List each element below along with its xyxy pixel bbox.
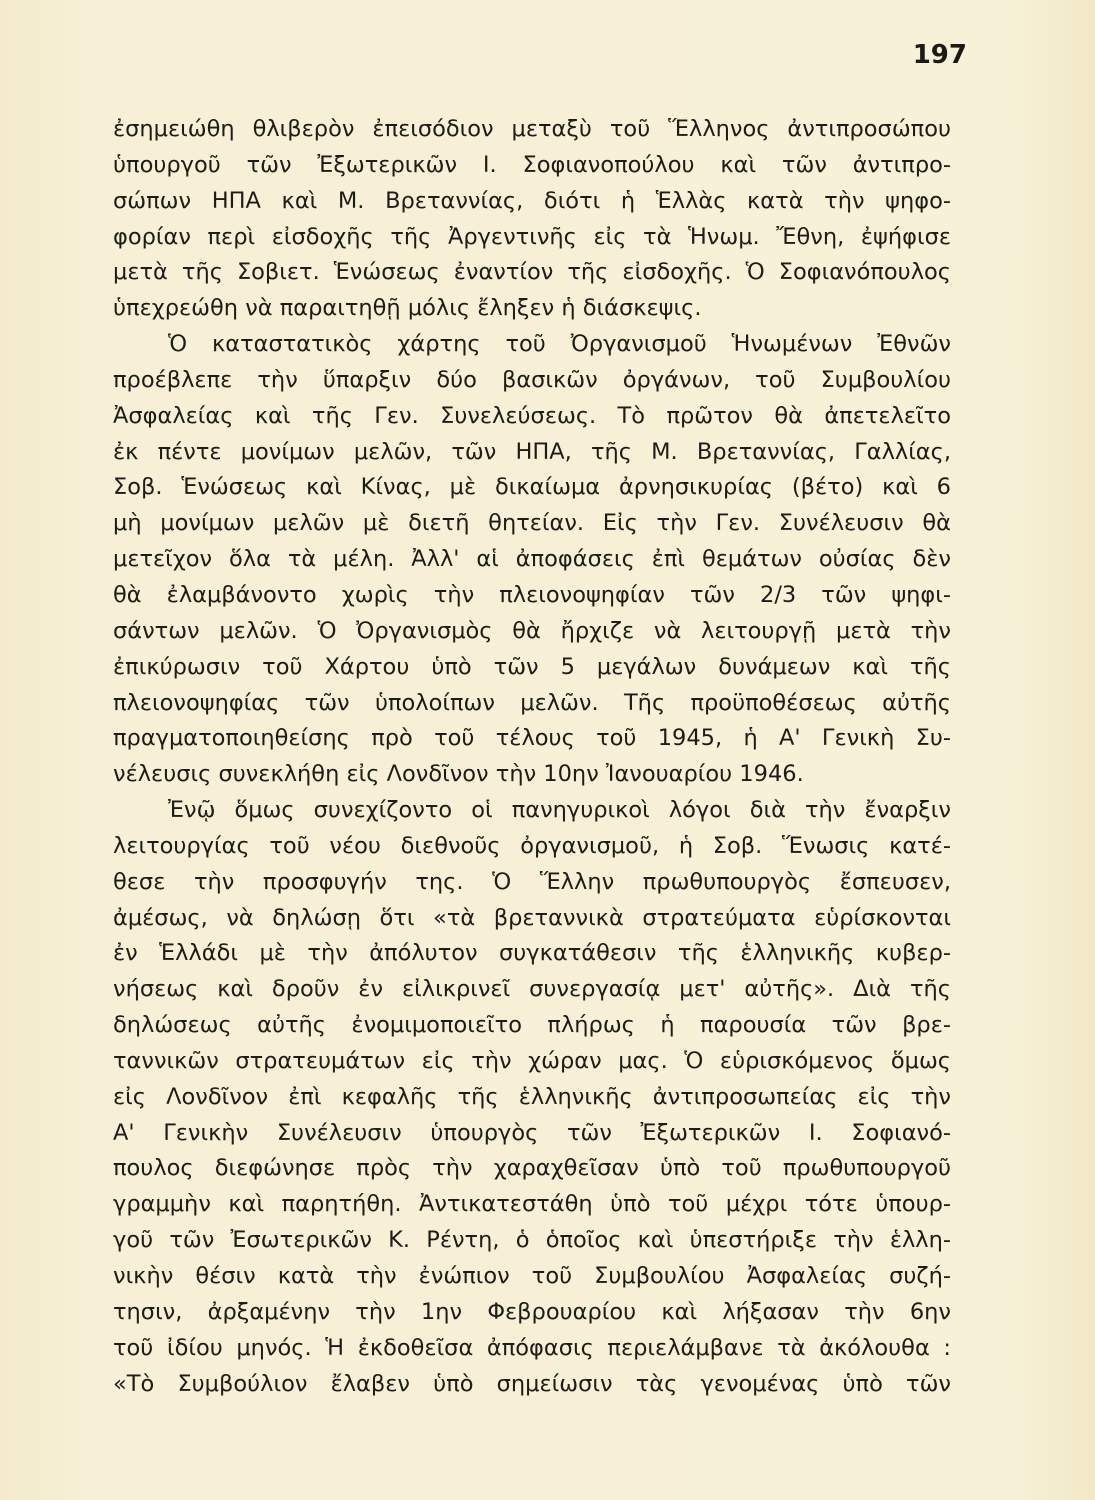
text-line: γοῦ τῶν Ἐσωτερικῶν Κ. Ρέντη, ὁ ὁποῖος καὶ ὑπεστήριξε τὴν ἑλλη- (113, 1227, 951, 1254)
body-text (113, 112, 951, 1402)
paragraph-start-line: Ὁ καταστατικὸς χάρτης τοῦ Ὀργανισμοῦ Ἡνωμένων Ἐθνῶν (168, 331, 951, 358)
text-line: μὴ μονίμων μελῶν μὲ διετῆ θητείαν. Εἰς τὴν Γεν. Συνέλευσιν θὰ (113, 510, 951, 537)
text-line: νικὴν θέσιν κατὰ τὴν ἐνώπιον τοῦ Συμβουλίου Ἀσφαλείας συζή- (113, 1263, 951, 1289)
text-line: ὑπεχρεώθη νὰ παραιτηθῇ μόλις ἔληξεν ἡ διάσκεψις. (113, 295, 702, 322)
text-line: προέβλεπε τὴν ὕπαρξιν δύο βασικῶν ὀργάνων, τοῦ Συμβουλίου (113, 366, 951, 393)
text-line: φορίαν περὶ εἰσδοχῆς τῆς Ἀργεντινῆς εἰς τὰ Ἡνωμ. Ἔθνη, ἐψήφισε (113, 223, 951, 250)
text-line: ἐν Ἑλλάδι μὲ τὴν ἀπόλυτον συγκατάθεσιν τῆς ἑλληνικῆς κυβερ- (113, 940, 951, 967)
text-line: ταννικῶν στρατευμάτων εἰς τὴν χώραν μας. Ὁ εὑρισκόμενος ὅμως (113, 1047, 951, 1074)
text-line: ὑπουργοῦ τῶν Ἐξωτερικῶν Ι. Σοφιανοπούλου καὶ τῶν ἀντιπρο- (113, 151, 951, 178)
text-line: νέλευσις συνεκλήθη εἰς Λονδῖνον τὴν 10ην Ἰανουαρίου 1946. (113, 761, 804, 788)
text-line: πουλος διεφώνησε πρὸς τὴν χαραχθεῖσαν ὑπὸ τοῦ πρωθυπουργοῦ (113, 1155, 951, 1182)
paragraph-start-line: Ἐνῷ ὅμως συνεχίζοντο οἱ πανηγυρικοὶ λόγοι διὰ τὴν ἔναρξιν (168, 797, 951, 824)
text-line: εἰς Λονδῖνον ἐπὶ κεφαλῆς τῆς ἑλληνικῆς ἀντιπροσωπείας εἰς τὴν (113, 1083, 951, 1110)
text-line: Α' Γενικὴν Συνέλευσιν ὑπουργὸς τῶν Ἐξωτερικῶν Ι. Σοφιανό- (113, 1119, 951, 1146)
text-line: μετεῖχον ὅλα τὰ μέλη. Ἀλλ' αἱ ἀποφάσεις ἐπὶ θεμάτων οὐσίας δὲν (113, 546, 951, 573)
text-line: πραγματοποιηθείσης πρὸ τοῦ τέλους τοῦ 1945, ἡ Α' Γενικὴ Συ- (113, 725, 951, 752)
text-line: «Τὸ Συμβούλιον ἔλαβεν ὑπὸ σημείωσιν τὰς γενομένας ὑπὸ τῶν (113, 1370, 951, 1397)
text-line: σάντων μελῶν. Ὁ Ὀργανισμὸς θὰ ἤρχιζε νὰ λειτουργῇ μετὰ τὴν (113, 617, 951, 644)
text-line: πλειονοψηφίας τῶν ὑπολοίπων μελῶν. Τῆς προϋποθέσεως αὐτῆς (113, 689, 951, 716)
text-line: θεσε τὴν προσφυγήν της. Ὁ Ἕλλην πρωθυπουργὸς ἔσπευσεν, (113, 868, 951, 895)
text-line: λειτουργίας τοῦ νέου διεθνοῦς ὀργανισμοῦ, ἡ Σοβ. Ἕνωσις κατέ- (113, 832, 951, 859)
text-line: Ἀσφαλείας καὶ τῆς Γεν. Συνελεύσεως. Τὸ πρῶτον θὰ ἀπετελεῖτο (113, 402, 951, 429)
text-line: ἀμέσως, νὰ δηλώσῃ ὅτι «τὰ βρεταννικὰ στρατεύματα εὑρίσκονται (113, 904, 951, 931)
text-line: γραμμὴν καὶ παρητήθη. Ἀντικατεστάθη ὑπὸ τοῦ μέχρι τότε ὑπουρ- (113, 1191, 951, 1218)
text-line: θὰ ἐλαμβάνοντο χωρὶς τὴν πλειονοψηφίαν τῶν 2/3 τῶν ψηφι- (113, 581, 951, 608)
text-line: τοῦ ἰδίου μηνός. Ἡ ἐκδοθεῖσα ἀπόφασις περιελάμβανε τὰ ἀκόλουθα : (113, 1334, 951, 1361)
text-line: ἐσημειώθη θλιβερὸν ἐπεισόδιον μεταξὺ τοῦ Ἕλληνος ἀντιπροσώπου (113, 116, 951, 142)
text-line: νήσεως καὶ δροῦν ἐν εἰλικρινεῖ συνεργασίᾳ μετ' αὐτῆς». Διὰ τῆς (113, 976, 951, 1003)
text-line: ἐκ πέντε μονίμων μελῶν, τῶν ΗΠΑ, τῆς Μ. Βρεταννίας, Γαλλίας, (113, 438, 951, 465)
text-line: δηλώσεως αὐτῆς ἐνομιμοποιεῖτο πλήρως ἡ παρουσία τῶν βρε- (113, 1012, 951, 1039)
text-line: σώπων ΗΠΑ καὶ Μ. Βρεταννίας, διότι ἡ Ἑλλὰς κατὰ τὴν ψηφο- (113, 187, 951, 214)
text-line: τησιν, ἀρξαμένην τὴν 1ην Φεβρουαρίου καὶ λήξασαν τὴν 6ην (113, 1298, 951, 1325)
text-line: Σοβ. Ἑνώσεως καὶ Κίνας, μὲ δικαίωμα ἀρνησικυρίας (βέτο) καὶ 6 (113, 474, 951, 501)
page-number: 197 (912, 40, 967, 70)
text-line: ἐπικύρωσιν τοῦ Χάρτου ὑπὸ τῶν 5 μεγάλων δυνάμεων καὶ τῆς (113, 653, 951, 680)
text-line: μετὰ τῆς Σοβιετ. Ἑνώσεως ἐναντίον τῆς εἰσδοχῆς. Ὁ Σοφιανόπουλος (113, 259, 951, 286)
